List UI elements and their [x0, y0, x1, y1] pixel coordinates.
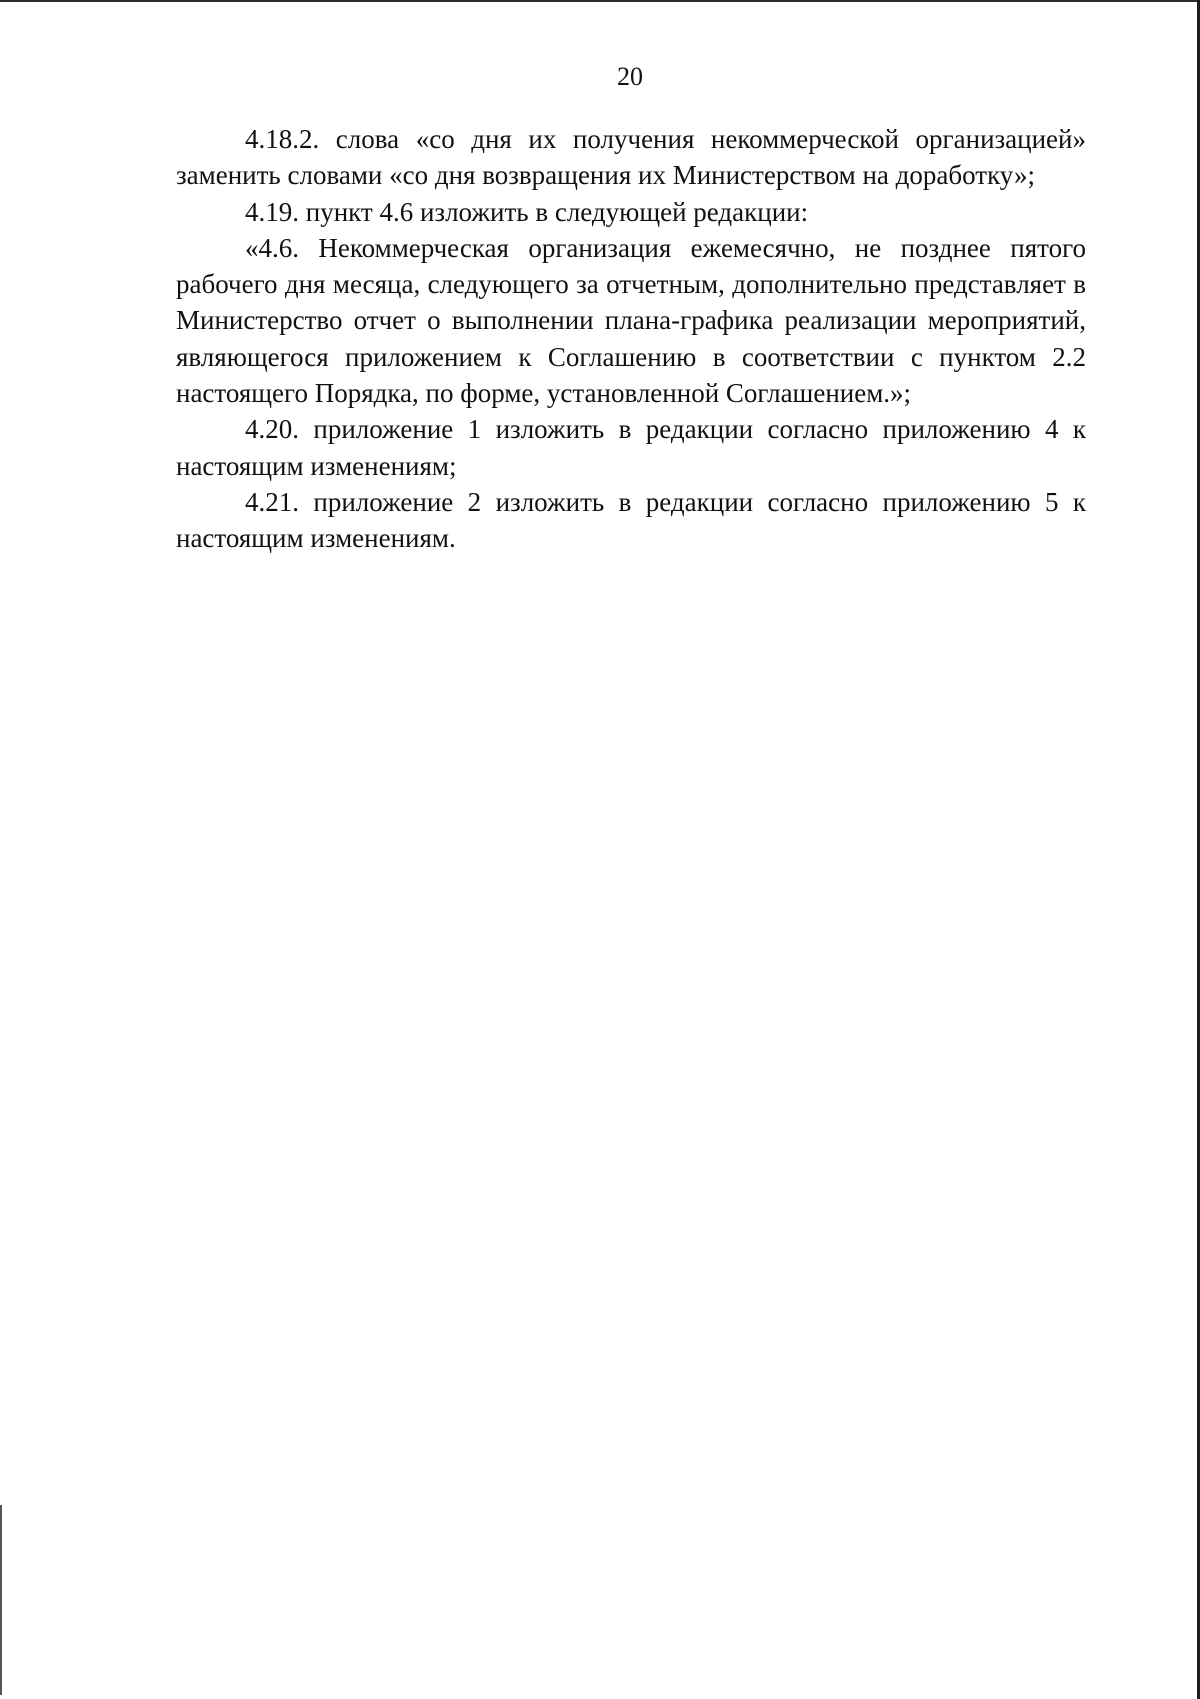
paragraph-4-19: 4.19. пункт 4.6 изложить в следующей редакции: — [245, 196, 809, 227]
paragraph-4-6-quote: «4.6. Некоммерческая организация ежемесячно, не позднее пятого рабочего дня месяца, следующего за отчетным, дополнительно представляет в Министерство отчет о выполнении плана-графика реализации мероприятий, являющегося приложением к Соглашению в соответствии с пунктом 2.2 настоящего Порядка, по форме, установленной Соглашением.»; — [176, 232, 1086, 409]
paragraph-4-18-2: 4.18.2. слова «со дня их получения некоммерческой организацией» заменить словами «со дня возвращения их Министерством на доработку»; — [176, 124, 1086, 191]
page-number: 20 — [617, 62, 643, 91]
paragraph-4-21: 4.21. приложение 2 изложить в редакции согласно приложению 5 к настоящим изменениям. — [176, 486, 1086, 554]
document-body — [176, 121, 1086, 557]
scan-edge-top — [0, 0, 1200, 2]
scan-edge-left — [0, 1505, 2, 1695]
paragraph-4-20: 4.20. приложение 1 изложить в редакции согласно приложению 4 к настоящим изменениям; — [176, 414, 1086, 481]
